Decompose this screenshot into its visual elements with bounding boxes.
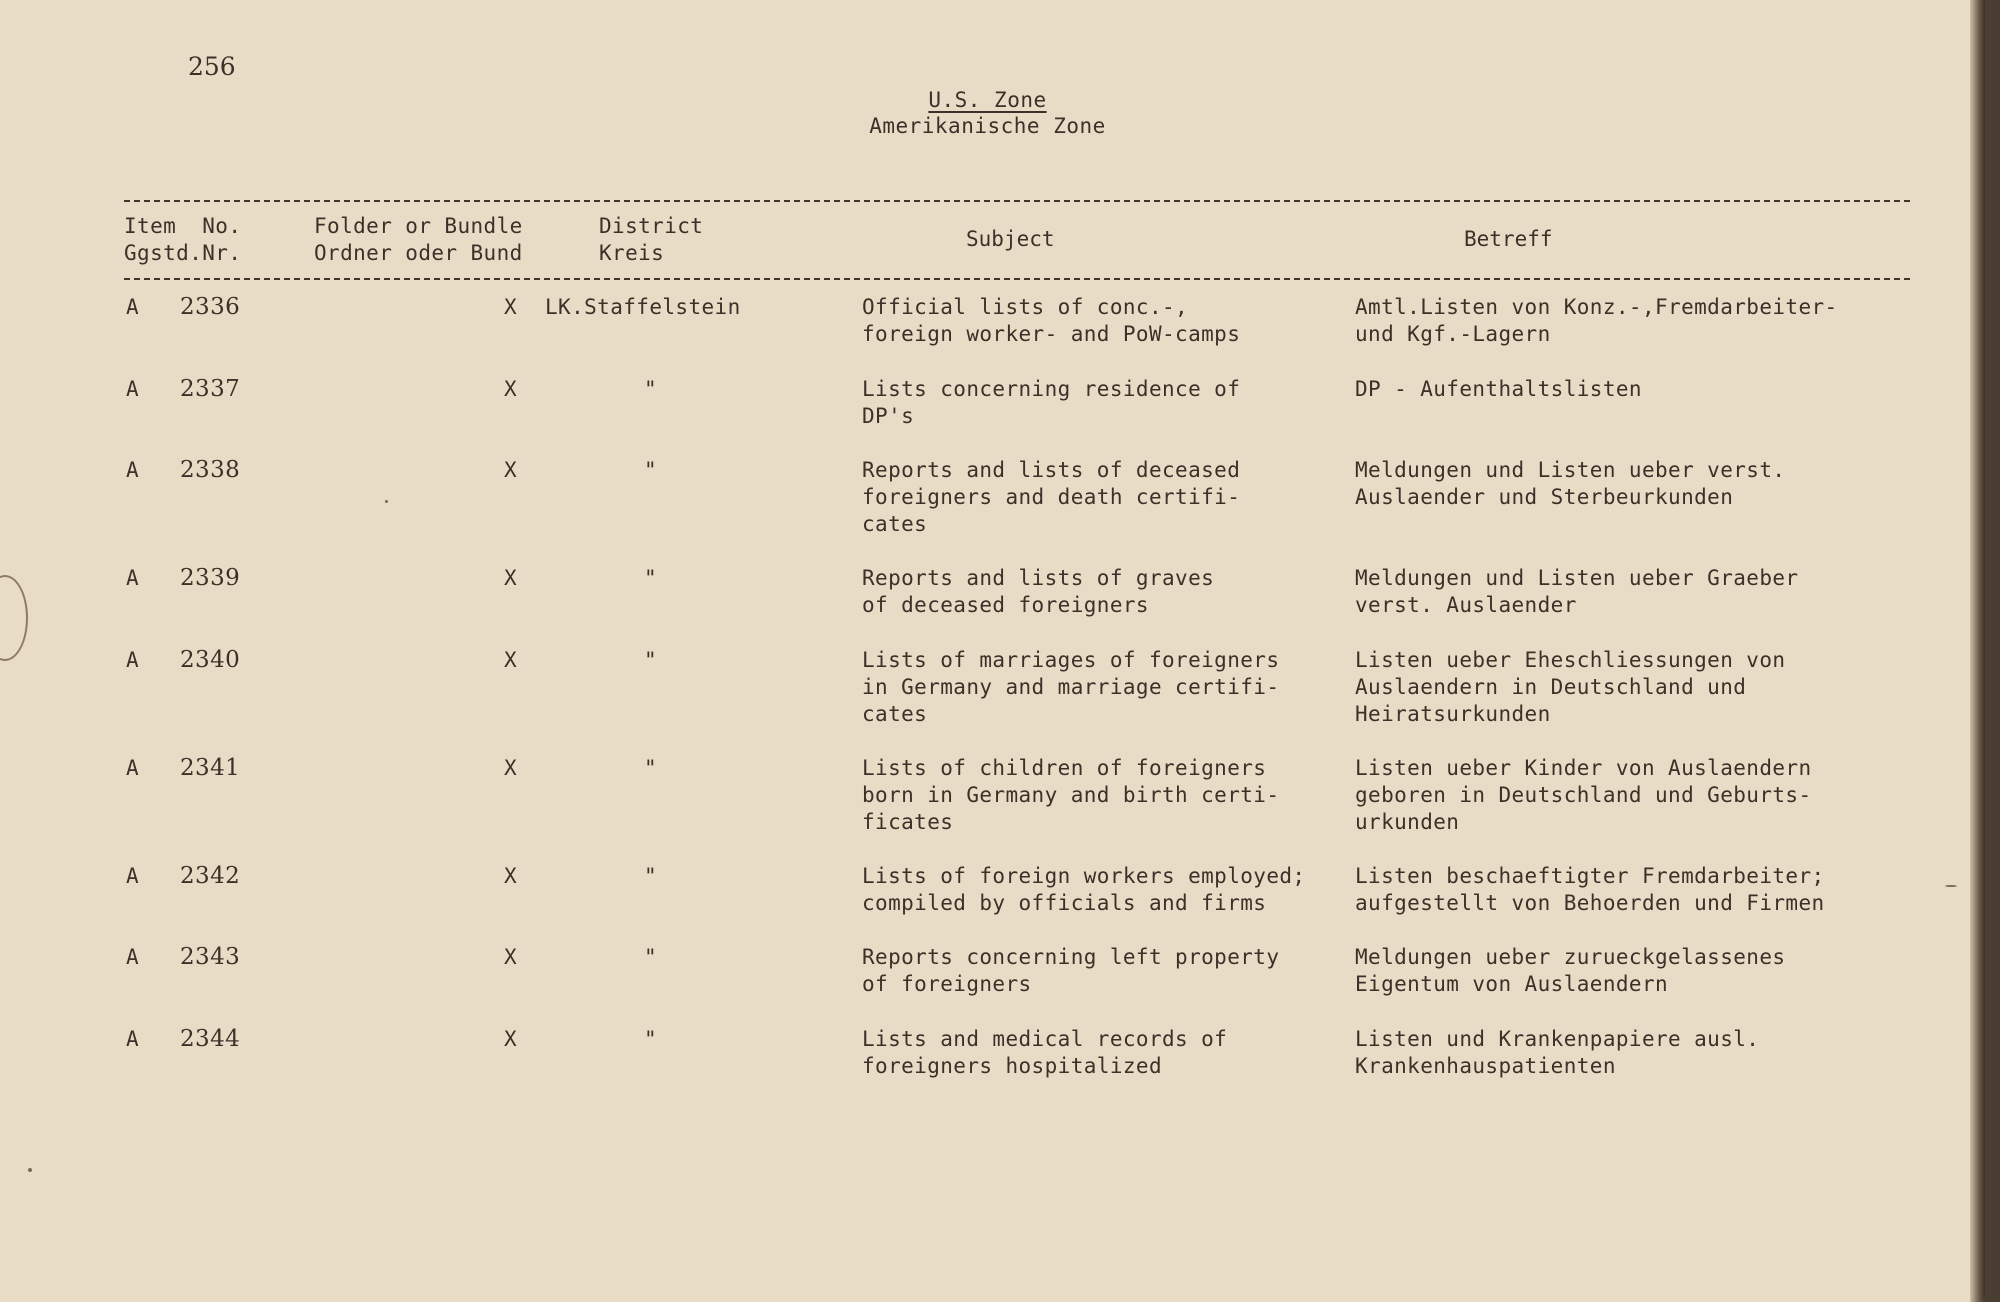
item-number: 2338	[180, 457, 241, 483]
district: "	[644, 566, 658, 590]
district: "	[644, 864, 658, 888]
item-letter: A	[126, 458, 140, 482]
subject: Official lists of conc.-, foreign worker- and PoW-camps	[862, 295, 1241, 346]
subject: Reports and lists of graves of deceased foreigners	[862, 566, 1215, 617]
betreff: Listen ueber Eheschliessungen von Auslaendern in Deutschland und Heiratsurkunden	[1355, 648, 1786, 726]
paper-speck	[28, 1168, 32, 1172]
item-letter: A	[126, 945, 140, 969]
subject: Lists of foreign workers employed; compiled by officials and firms	[862, 864, 1306, 915]
item-number: 2342	[180, 863, 241, 889]
folder-mark: X	[504, 1027, 518, 1051]
item-number: 2340	[180, 647, 241, 673]
header-district-line1: District	[599, 214, 704, 238]
item-letter: A	[126, 1027, 140, 1051]
folder-mark: X	[504, 756, 518, 780]
binder-tab-mark	[0, 575, 28, 661]
folder-mark: X	[504, 377, 518, 401]
district: "	[644, 377, 658, 401]
header-district-line2: Kreis	[599, 241, 665, 265]
item-number: 2336	[180, 294, 241, 320]
district: "	[644, 458, 658, 482]
betreff: DP - Aufenthaltslisten	[1355, 377, 1642, 401]
header-item-line2: Ggstd.Nr.	[124, 241, 242, 265]
item-letter: A	[126, 566, 140, 590]
header-item	[124, 213, 241, 267]
item-number: 2337	[180, 376, 241, 402]
subject: Lists and medical records of foreigners hospitalized	[862, 1027, 1228, 1078]
betreff: Listen beschaeftigter Fremdarbeiter; aufgestellt von Behoerden und Firmen	[1355, 864, 1825, 915]
folder-mark: X	[504, 945, 518, 969]
header-betreff: Betreff	[1464, 227, 1553, 251]
folder-mark: X	[504, 295, 518, 319]
page-number: 256	[188, 52, 236, 81]
title-line-2: Amerikanische Zone	[869, 114, 1106, 138]
betreff: Amtl.Listen von Konz.-,Fremdarbeiter- und Kgf.-Lagern	[1355, 295, 1838, 346]
header-divider	[124, 278, 1910, 280]
header-folder-line1: Folder or Bundle	[314, 214, 523, 238]
header-item-line1: Item No.	[124, 214, 242, 238]
item-letter: A	[126, 864, 140, 888]
subject: Lists concerning residence of DP's	[862, 377, 1241, 428]
folder-mark: X	[504, 864, 518, 888]
subject: Lists of children of foreigners born in Germany and birth certi- ficates	[862, 756, 1280, 834]
item-number: 2344	[180, 1026, 241, 1052]
betreff: Meldungen ueber zurueckgelassenes Eigentum von Auslaendern	[1355, 945, 1786, 996]
header-district	[599, 213, 703, 267]
title-line-1: U.S. Zone	[928, 88, 1047, 112]
district: "	[644, 945, 658, 969]
district: "	[644, 648, 658, 672]
betreff: Listen und Krankenpapiere ausl. Krankenhauspatienten	[1355, 1027, 1760, 1078]
betreff: Meldungen und Listen ueber verst. Auslaender und Sterbeurkunden	[1355, 458, 1786, 509]
item-number: 2339	[180, 565, 241, 591]
folder-mark: X	[504, 566, 518, 590]
paper-mark	[1945, 885, 1957, 887]
item-letter: A	[126, 295, 140, 319]
item-letter: A	[126, 377, 140, 401]
betreff: Meldungen und Listen ueber Graeber verst. Auslaender	[1355, 566, 1799, 617]
page-title	[0, 88, 1975, 138]
item-letter: A	[126, 648, 140, 672]
betreff: Listen ueber Kinder von Auslaendern geboren in Deutschland und Geburts- urkunden	[1355, 756, 1812, 834]
paper-speck	[385, 500, 388, 503]
subject: Reports concerning left property of foreigners	[862, 945, 1280, 996]
subject: Reports and lists of deceased foreigners and death certifi- cates	[862, 458, 1241, 536]
folder-mark: X	[504, 648, 518, 672]
page-edge-shadow	[1970, 0, 1985, 1302]
header-subject: Subject	[966, 227, 1055, 251]
district: "	[644, 756, 658, 780]
subject: Lists of marriages of foreigners in Germany and marriage certifi- cates	[862, 648, 1280, 726]
district: LK.Staffelstein	[545, 295, 741, 319]
district: "	[644, 1027, 658, 1051]
item-number: 2341	[180, 755, 241, 781]
item-number: 2343	[180, 944, 241, 970]
header-folder-line2: Ordner oder Bund	[314, 241, 523, 265]
folder-mark: X	[504, 458, 518, 482]
top-divider	[124, 200, 1910, 202]
header-folder	[314, 213, 523, 267]
item-letter: A	[126, 756, 140, 780]
